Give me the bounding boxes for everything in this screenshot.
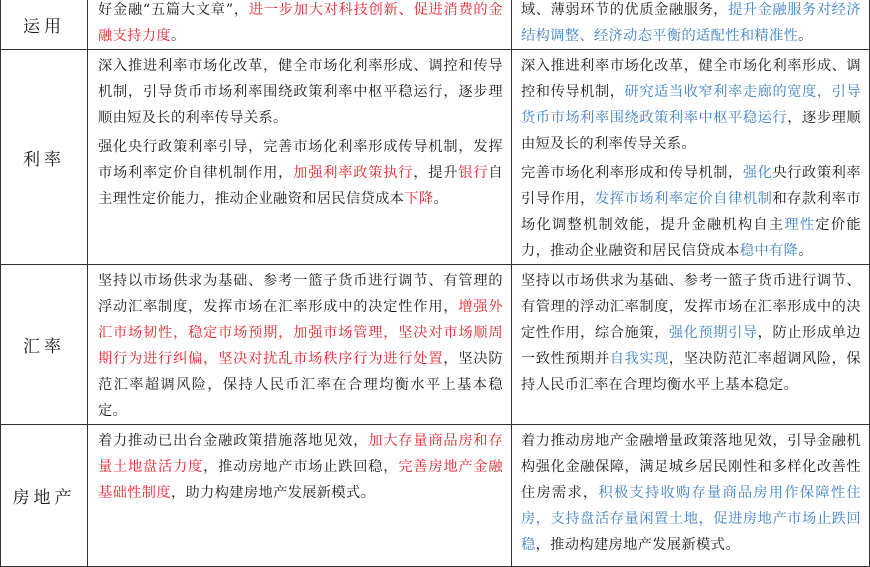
text-segment: 和存款利率市场化调整机制效能，提升金融机构自主 bbox=[521, 191, 861, 233]
category-cell bbox=[1, 0, 88, 50]
text-segment: ，提升 bbox=[413, 165, 459, 181]
old-text-cell bbox=[88, 425, 512, 567]
highlight-added: 积极支持收购存量商品房用作保障性住房，支持盘活存量闲置土地，促进房地产市场止跌回稳 bbox=[521, 485, 861, 553]
text-segment: 域、薄弱环节的优质金融服务， bbox=[521, 2, 729, 18]
text-segment: 。 bbox=[433, 191, 449, 207]
paragraph bbox=[98, 134, 503, 212]
table-row-real-estate bbox=[1, 425, 870, 567]
new-text-cell bbox=[512, 425, 870, 567]
highlight-removed: 加大存量商品房和存量土地盘活力度 bbox=[98, 433, 503, 475]
highlight-removed: 下降 bbox=[404, 191, 434, 207]
new-text-cell bbox=[512, 265, 870, 425]
highlight-added: 理性 bbox=[784, 217, 816, 233]
highlight-added: 稳中有降 bbox=[739, 243, 799, 259]
table-row-exchange-rate bbox=[1, 265, 870, 425]
paragraph bbox=[521, 428, 861, 558]
text-segment: 定价能力，推动企业融资和居民信贷成本 bbox=[521, 217, 861, 259]
new-text-cell bbox=[512, 0, 870, 50]
category-label: 利率 bbox=[23, 149, 65, 170]
text-segment: 坚持以市场供求为基础、参考一篮子货币进行调节、有管理的浮动汇率制度，发挥市场在汇率形成中的决定性作用， bbox=[98, 273, 503, 315]
highlight-added: 强化预期引导 bbox=[668, 325, 758, 341]
text-segment: 。 bbox=[170, 28, 186, 44]
category-label: 汇率 bbox=[23, 337, 65, 357]
text-segment: ，坚决防范汇率超调风险，保持人民币汇率在合理均衡水平上基本稳定。 bbox=[521, 351, 861, 393]
text-segment: ，逐步理顺由短及长的利率传导关系。 bbox=[521, 110, 861, 152]
text-segment: 央行政策利率引导作用， bbox=[521, 165, 861, 207]
highlight-added: 自我实现 bbox=[609, 351, 669, 367]
category-cell bbox=[1, 265, 88, 425]
table-row-interest-rate bbox=[1, 50, 870, 265]
text-segment: 完善市场化利率形成和传导机制， bbox=[521, 165, 743, 181]
paragraph bbox=[521, 268, 861, 398]
highlight-added: 发挥市场利率定价自律机制 bbox=[594, 191, 773, 207]
old-text-cell bbox=[88, 50, 512, 265]
highlight-removed: 银行 bbox=[458, 165, 489, 181]
highlight-removed: 完善房地产金融基础性制度 bbox=[98, 459, 503, 501]
text-segment: ，推动房地产市场止跌回稳， bbox=[203, 459, 399, 475]
old-text-cell bbox=[88, 0, 512, 50]
new-text-cell bbox=[512, 50, 870, 265]
highlight-removed: 加强利率政策执行 bbox=[293, 165, 414, 181]
category-cell bbox=[1, 50, 88, 265]
highlight-removed: 进一步加大对科技创新、促进消费的金融支持力度 bbox=[98, 2, 503, 44]
paragraph bbox=[521, 0, 861, 49]
highlight-added: 提升金融服务对经济结构调整、经济动态平衡的适配性和精准性 bbox=[521, 2, 861, 44]
category-label: 运用 bbox=[23, 16, 65, 37]
text-segment: ，助力构建房地产发展新模式。 bbox=[170, 485, 376, 501]
text-segment: ，推动构建房地产发展新模式。 bbox=[535, 537, 740, 553]
paragraph bbox=[98, 428, 503, 506]
text-segment: ，坚决防范汇率超调风险，保持人民币汇率在合理均衡水平上基本稳定。 bbox=[98, 351, 503, 419]
category-label: 房地产 bbox=[12, 488, 76, 508]
highlight-removed: 增强外汇市场韧性，稳定市场预期，加强市场管理，坚决对市场顺周期行为进行纠偏，坚决对扰乱市场秩序行为进行处置 bbox=[98, 299, 503, 367]
text-segment: 坚持以市场供求为基础、参考一篮子货币进行调节、有管理的浮动汇率制度，发挥市场在汇率形成中的决定性作用，综合施策， bbox=[521, 273, 861, 341]
paragraph bbox=[521, 160, 861, 264]
text-segment: 深入推进利率市场化改革，健全市场化利率形成、调控和传导机制，引导货币市场利率围绕政策利率中枢平稳运行，逐步理顺由短及长的利率传导关系。 bbox=[98, 58, 503, 126]
text-segment: 强化央行政策利率引导，完善市场化利率形成传导机制，发挥市场利率定价自律机制作用， bbox=[98, 139, 503, 181]
text-segment: 着力推动已出台金融政策措施落地见效， bbox=[98, 433, 369, 449]
text-segment: 深入推进利率市场化改革，健全市场化利率形成、调控和传导机制， bbox=[521, 58, 861, 100]
text-segment: 着力推动房地产金融增量政策落地见效，引导金融机构强化金融保障，满足城乡居民刚性和多样化改善性住房需求， bbox=[521, 433, 861, 501]
paragraph bbox=[98, 53, 503, 131]
paragraph bbox=[98, 268, 503, 424]
text-segment: 。 bbox=[798, 28, 813, 44]
paragraph bbox=[521, 53, 861, 157]
highlight-added: 强化 bbox=[742, 165, 773, 181]
text-segment: 自主理性定价能力，推动企业融资和居民信贷成本 bbox=[98, 165, 503, 207]
text-segment: ，防止形成单边一致性预期并 bbox=[521, 325, 861, 367]
text-segment: 。 bbox=[798, 243, 813, 259]
old-text-cell bbox=[88, 265, 512, 425]
category-cell bbox=[1, 425, 88, 567]
paragraph bbox=[98, 0, 503, 49]
text-segment: 好金融“五篇大文章”， bbox=[98, 2, 249, 18]
highlight-added: 研究适当收窄利率走廊的宽度，引导货币市场利率围绕政策利率中枢平稳运行 bbox=[521, 84, 861, 126]
table-row-application bbox=[1, 0, 870, 50]
